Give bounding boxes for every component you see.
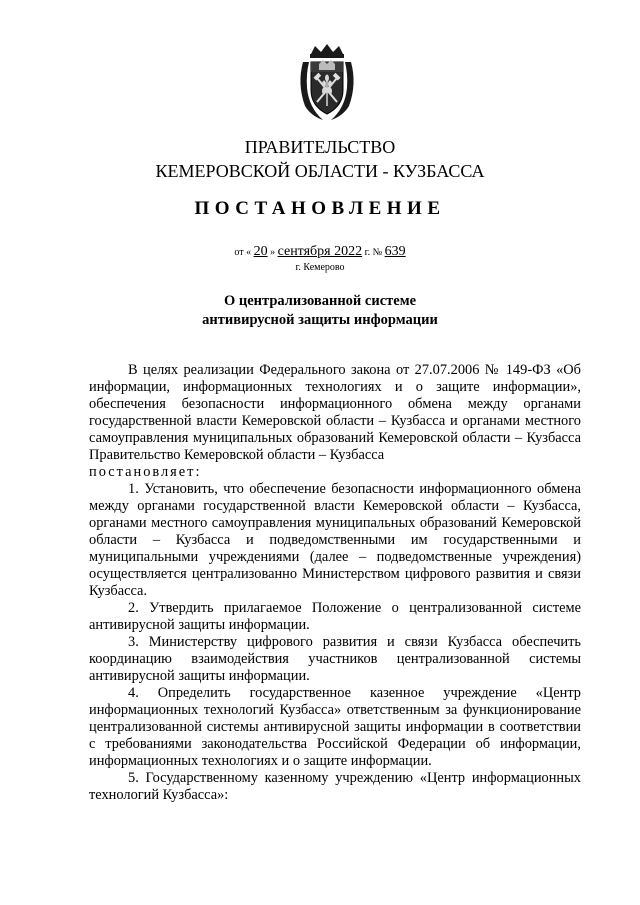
list-item-4: 4. Определить государственное казенное учреждение «Центр информационных технологий Кузбасса» ответственным за функционирование централизованной системы антивирусной защиты информации в соответствии с требованиями законодательства Российской Федерации об информации, информационных технологиях и о защите информации. [89, 685, 581, 769]
document-body [89, 362, 581, 804]
date-month-year: сентября 2022 [277, 244, 363, 259]
title-line2: антивирусной защиты информации [202, 312, 438, 328]
government-name-line1: ПРАВИТЕЛЬСТВО [244, 137, 396, 157]
resolves-word: постановляет: [89, 464, 202, 480]
government-name-line2: КЕМЕРОВСКОЙ ОБЛАСТИ - КУЗБАССА [155, 161, 485, 181]
document-date-number [0, 245, 640, 260]
date-prefix: от « [234, 247, 252, 258]
document-title [0, 292, 640, 330]
document-city: г. Кемерово [295, 262, 345, 273]
list-item-3: 3. Министерству цифрового развития и связи Кузбасса обеспечить координацию взаимодействия участников централизованной системы антивирусной защиты информации. [89, 634, 581, 684]
number-label: № [372, 247, 383, 258]
date-mid: » [270, 247, 276, 258]
preamble-paragraph: В целях реализации Федерального закона от 27.07.2006 № 149-ФЗ «Об информации, информационных технологиях и о защите информации», обеспечения безопасности информационного обмена между органами государственной власти Кемеровской области – Кузбасса и органами местного самоуправления муниципальных образований Кемеровской области – Кузбасса Правительство Кемеровской области – Кузбасса [89, 362, 581, 463]
title-line1: О централизованной системе [223, 293, 417, 309]
coat-of-arms-emblem [297, 44, 357, 122]
list-item-1: 1. Установить, что обеспечение безопасности информационного обмена между органами государственной власти Кемеровской области – Кузбасса, органами местного самоуправления муниципальных образований Кемеровской области – Кузбасса и подведомственными им государственными и муниципальными учреждениями (далее – подведомственные учреждения) осуществляется централизованно Министерством цифрового развития и связи Кузбасса. [89, 481, 581, 599]
date-day: 20 [253, 244, 268, 259]
document-number: 639 [384, 244, 406, 259]
document-type: ПОСТАНОВЛЕНИЕ [194, 198, 446, 219]
list-item-2: 2. Утвердить прилагаемое Положение о централизованной системе антивирусной защиты информации. [89, 600, 581, 633]
list-item-5: 5. Государственному казенному учреждению «Центр информационных технологий Кузбасса»: [89, 770, 581, 803]
date-year-suffix: г. [364, 247, 371, 258]
